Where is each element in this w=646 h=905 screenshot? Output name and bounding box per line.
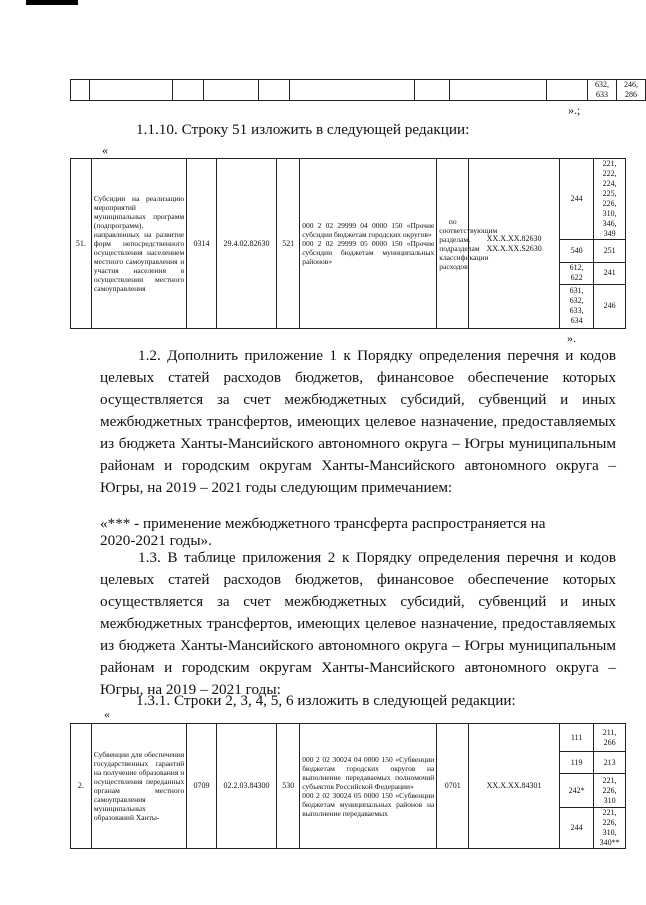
paragraph-1-3: 1.3. В таблице приложения 2 к Порядку определения перечня и кодов целевых статей расходов бюджетов, финансовое обеспечение которых осуществляется за счет межбюджетных субсидий, субвенций и иных межбюджетных трансфертов, имеющих целевое назначение, предоставляемых из бюджета Ханты-Мансийского автономного округа – Югры муниципальным районам и городским округам Ханты-Мансийского автономного округа – Югры, на 2019 – 2021 годы: (100, 549, 616, 698)
table-fragment-top (70, 79, 646, 101)
target-code: 29.4.02.82630 (216, 159, 276, 329)
note-line-2: 2020-2021 годы». (100, 532, 212, 549)
sub-code: 244 (560, 159, 594, 240)
row-code-cell: 632, 633 (588, 80, 617, 101)
sub-code: 631, 632, 633, 634 (560, 284, 594, 328)
sub-code: 612, 622 (560, 262, 594, 284)
row-name: Субвенции для обеспечения государственных гарантий на получение образования и осуществления переданных органам местного самоуправления муниципальных образований Ханты- (91, 724, 186, 849)
local-codes: XX.X.XX.82630 XX.X.XX.S2630 (469, 159, 560, 329)
close-quote-mark: ». (567, 331, 576, 345)
open-quote: « (104, 707, 110, 721)
table-row-2 (70, 723, 626, 849)
sub-code: 242* (560, 774, 594, 808)
open-quote: « (102, 143, 108, 157)
section-code: 0709 (187, 724, 217, 849)
sub-code: 244 (560, 808, 594, 849)
paragraph-1-2: 1.2. Дополнить приложение 1 к Порядку определения перечня и кодов целевых статей расходов бюджетов, финансовое обеспечение которых осуществляется за счет межбюджетных субсидий, субвенций и иных межбюджетных трансфертов, имеющих целевое назначение, предоставляемых из бюджета Ханты-Мансийского автономного округа – Югры муниципальным районам и городским округам Ханты-Мансийского автономного округа – Югры, на 2019 – 2021 годы следующим примечанием: (100, 347, 616, 496)
sub-code: 540 (560, 240, 594, 262)
revenue-codes: 000 2 02 30024 04 0000 150 «Субвенции бюджетам городских округов на выполнение передаваемых полномочий субъектов Российской Федерации» 000 2 02 30024 05 0000 150 «Субвенции бюджетам муниципальных районов на выполнение передаваемых (300, 724, 437, 849)
sub-code: 119 (560, 752, 594, 774)
note-line-1: «*** - применение межбюджетного трансферта распространяется на (100, 515, 546, 532)
sub-code: 221, 222, 224, 225, 226, 310, 346, 349 (594, 159, 626, 240)
item-1-3-1: 1.3.1. Строки 2, 3, 4, 5, 6 изложить в следующей редакции: (136, 692, 516, 709)
sub-code: 246 (594, 284, 626, 328)
sub-code: 241 (594, 262, 626, 284)
row-number: 51. (71, 159, 92, 329)
row-name: Субсидии на реализацию мероприятий муниципальных программ (подпрограмм), направленных на развитие форм непосредственного осуществления населением местного самоуправления и участия населения в осуществлении местного самоуправления (91, 159, 186, 329)
rule-text: по соответствующим разделам, подразделам классификации расходов (437, 159, 469, 329)
rule-text: 0701 (437, 724, 469, 849)
table-row-51 (70, 158, 626, 329)
target-code: 02.2.03.84300 (216, 724, 276, 849)
row-code-cell: 246, 286 (617, 80, 646, 101)
sub-code: 251 (594, 240, 626, 262)
sub-code: 111 (560, 724, 594, 752)
sub-code: 221, 226, 310 (594, 774, 626, 808)
expense-type: 521 (277, 159, 300, 329)
row-number: 2. (71, 724, 92, 849)
sub-code: 211, 266 (594, 724, 626, 752)
scan-artifact-bar (26, 0, 78, 5)
close-quote-mark: ».; (568, 103, 581, 117)
revenue-codes: 000 2 02 29999 04 0000 150 «Прочие субсидии бюджетам городских округов» 000 2 02 29999 05 0000 150 «Прочие субсидии бюджетам муниципальных районов» (300, 159, 437, 329)
section-code: 0314 (187, 159, 217, 329)
item-1-1-10: 1.1.10. Строку 51 изложить в следующей редакции: (136, 121, 470, 138)
local-codes: XX.X.XX.84301 (469, 724, 560, 849)
sub-code: 221, 226, 310, 340** (594, 808, 626, 849)
expense-type: 530 (277, 724, 300, 849)
sub-code: 213 (594, 752, 626, 774)
